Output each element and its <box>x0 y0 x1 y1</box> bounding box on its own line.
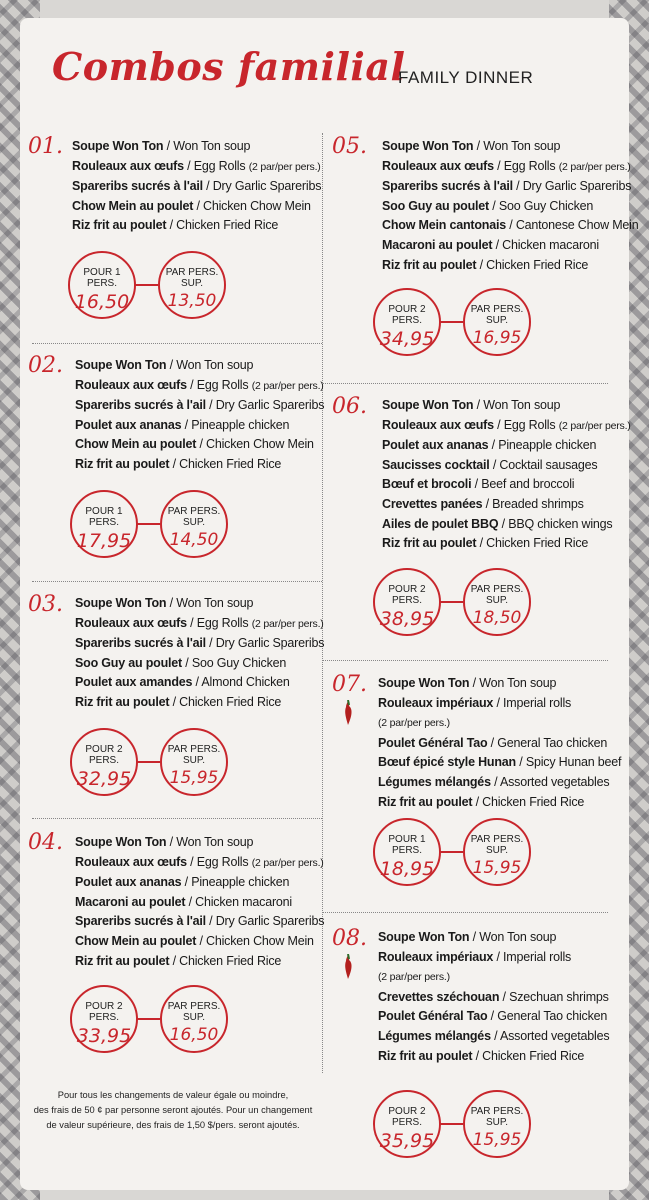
combo-number: 08. <box>332 926 367 951</box>
base-price-badge <box>70 985 138 1053</box>
base-price-value: 38,95 <box>379 608 435 630</box>
menu-item-name-en: Egg Rolls <box>196 377 249 392</box>
menu-item-name-fr: Poulet aux ananas <box>382 438 489 453</box>
page-subtitle: FAMILY DINNER <box>398 68 534 87</box>
extra-price-value: 15,95 <box>472 858 522 878</box>
base-price-label: POUR 2 PERS. <box>388 1106 426 1128</box>
combo-items <box>75 594 324 713</box>
menu-item-name-en: Pineapple chicken <box>498 438 597 453</box>
menu-item-name-en: Almond Chicken <box>201 675 290 690</box>
menu-item-name-en: Assorted vegetables <box>499 1028 610 1043</box>
menu-item-name-en: Chicken macaroni <box>195 894 292 909</box>
price-group <box>373 818 563 888</box>
menu-item-name-fr: Riz frit au poulet <box>378 794 473 809</box>
menu-item-name-en: Chicken macaroni <box>502 237 599 252</box>
base-price-label: POUR 2 PERS. <box>85 1001 123 1023</box>
menu-item-name-fr: Riz frit au poulet <box>75 456 170 471</box>
menu-item: Soo Guy au poulet / Soo Guy Chicken <box>75 655 287 670</box>
menu-item-name-en: Egg Rolls <box>503 158 556 173</box>
menu-item: Bœuf et brocoli / Beef and broccoli <box>382 477 575 492</box>
menu-item-name-en: Soo Guy Chicken <box>191 655 287 670</box>
menu-item-name-en: Breaded shrimps <box>492 496 584 511</box>
menu-item-name-en: Egg Rolls <box>196 615 249 630</box>
menu-item-note: (2 par/per pers.) <box>558 419 631 432</box>
combo-items <box>75 356 324 475</box>
price-group <box>70 490 260 560</box>
base-price-badge <box>68 251 136 319</box>
base-price-value: 32,95 <box>76 768 132 790</box>
menu-item: Légumes mélangés / Assorted vegetables <box>378 1028 610 1043</box>
menu-item: Soupe Won Ton / Won Ton soup <box>75 596 254 610</box>
title-block <box>52 44 405 89</box>
combo-number: 05. <box>332 134 367 159</box>
extra-person-price-badge <box>463 818 531 886</box>
combo-number: 07. <box>332 672 367 697</box>
menu-item: Macaroni au poulet / Chicken macaroni <box>75 894 292 909</box>
menu-item-name-en: Assorted vegetables <box>499 774 610 789</box>
extra-price-label: PAR PERS. SUP. <box>167 1001 221 1023</box>
menu-item: Riz frit au poulet / Chicken Fried Rice <box>75 953 282 968</box>
menu-item: Rouleaux aux œufs / Egg Rolls (2 par/per pers.) <box>75 377 324 392</box>
price-connector <box>136 1018 160 1020</box>
combo-items <box>378 674 621 812</box>
extra-person-price-badge <box>463 1090 531 1158</box>
menu-item-name-en: Egg Rolls <box>503 417 556 432</box>
menu-item: Rouleaux aux œufs / Egg Rolls (2 par/per pers.) <box>382 417 631 432</box>
menu-item-note: (2 par/per pers.) <box>251 379 324 392</box>
menu-item: Spareribs sucrés à l'ail / Dry Garlic Spareribs <box>382 179 632 194</box>
section-divider <box>32 818 322 819</box>
base-price-value: 33,95 <box>76 1025 132 1047</box>
price-connector <box>439 321 463 323</box>
menu-item: Riz frit au poulet / Chicken Fried Rice <box>382 536 589 551</box>
menu-item-name-en: Won Ton soup <box>483 139 561 153</box>
price-connector <box>136 761 160 763</box>
menu-item-name-fr: Poulet aux ananas <box>75 417 182 432</box>
extra-person-price-badge <box>463 288 531 356</box>
combo-items <box>75 833 324 971</box>
menu-item-note: (2 par/per pers.) <box>558 160 631 173</box>
menu-item-name-fr: Soupe Won Ton <box>75 596 167 610</box>
menu-item-name-en: Beef and broccoli <box>481 477 575 492</box>
menu-item-name-fr: Rouleaux aux œufs <box>75 854 187 869</box>
menu-item-name-fr: Soo Guy au poulet <box>382 198 490 213</box>
menu-item-name-en: Chicken Chow Mein <box>203 198 311 213</box>
menu-item-name-en: Won Ton soup <box>176 358 254 372</box>
menu-item-name-en: Chicken Fried Rice <box>179 694 282 709</box>
extra-price-label: PAR PERS. SUP. <box>470 1106 524 1128</box>
menu-item: Chow Mein au poulet / Chicken Chow Mein <box>75 437 314 452</box>
menu-item-name-en: Dry Garlic Spareribs <box>215 636 325 651</box>
menu-item <box>378 967 609 988</box>
menu-item-name-fr: Chow Mein au poulet <box>72 198 194 213</box>
extra-price-value: 14,50 <box>169 530 219 550</box>
menu-item-name-fr: Chow Mein au poulet <box>75 437 197 452</box>
menu-item-name-en: Chicken Fried Rice <box>179 456 282 471</box>
menu-item: Rouleaux aux œufs / Egg Rolls (2 par/per pers.) <box>382 158 631 173</box>
menu-item-name-fr: Spareribs sucrés à l'ail <box>382 179 513 194</box>
menu-item: Rouleaux aux œufs / Egg Rolls (2 par/per pers.) <box>75 615 324 630</box>
extra-price-label: PAR PERS. SUP. <box>167 506 221 528</box>
price-group <box>70 985 260 1055</box>
base-price-value: 34,95 <box>379 328 435 350</box>
menu-item: Riz frit au poulet / Chicken Fried Rice <box>75 456 282 471</box>
menu-item-name-en: Soo Guy Chicken <box>498 198 594 213</box>
menu-item-name-fr: Macaroni au poulet <box>75 894 186 909</box>
menu-item: Soupe Won Ton / Won Ton soup <box>382 139 561 153</box>
combo-items <box>72 137 321 236</box>
menu-item: Riz frit au poulet / Chicken Fried Rice <box>72 218 279 233</box>
menu-item-name-fr: Riz frit au poulet <box>382 536 477 551</box>
menu-item: Poulet Général Tao / General Tao chicken <box>378 735 608 750</box>
extra-person-price-badge <box>160 728 228 796</box>
menu-item: Ailes de poulet BBQ / BBQ chicken wings <box>382 516 613 531</box>
section-divider <box>32 581 322 582</box>
price-group <box>70 728 260 798</box>
menu-item-name-en: Pineapple chicken <box>191 875 290 890</box>
menu-item-name-en: Won Ton soup <box>483 398 561 412</box>
menu-item-name-fr: Soupe Won Ton <box>72 139 164 153</box>
menu-item-name-en: Pineapple chicken <box>191 417 290 432</box>
combo-number: 06. <box>332 394 367 419</box>
menu-item-name-fr: Soupe Won Ton <box>378 930 470 944</box>
menu-item-name-en: Dry Garlic Spareribs <box>215 914 325 929</box>
base-price-value: 17,95 <box>76 530 132 552</box>
menu-item: Soupe Won Ton / Won Ton soup <box>75 835 254 849</box>
menu-item-name-en: Chicken Chow Mein <box>206 437 314 452</box>
extra-price-label: PAR PERS. SUP. <box>470 834 524 856</box>
menu-item: Soo Guy au poulet / Soo Guy Chicken <box>382 198 594 213</box>
menu-item-name-fr: Soupe Won Ton <box>75 358 167 372</box>
menu-item: Poulet Général Tao / General Tao chicken <box>378 1009 608 1024</box>
menu-item-name-fr: Bœuf épicé style Hunan <box>378 755 516 770</box>
base-price-badge <box>373 1090 441 1158</box>
menu-item: Saucisses cocktail / Cocktail sausages <box>382 457 598 472</box>
combo-number: 02. <box>28 353 63 378</box>
price-group <box>373 288 563 358</box>
extra-person-price-badge <box>160 490 228 558</box>
menu-item-name-fr: Poulet aux amandes <box>75 675 193 690</box>
menu-item <box>378 713 621 734</box>
base-price-badge <box>70 490 138 558</box>
menu-item-name-en: Chicken Fried Rice <box>176 218 279 233</box>
menu-item-name-fr: Poulet Général Tao <box>378 1009 488 1024</box>
menu-item-name-en: Won Ton soup <box>176 835 254 849</box>
base-price-label: POUR 1 PERS. <box>388 834 426 856</box>
combo-number: 03. <box>28 592 63 617</box>
menu-item-name-fr: Poulet Général Tao <box>378 735 488 750</box>
section-divider <box>322 912 608 913</box>
combo-items <box>382 137 639 275</box>
menu-item: Soupe Won Ton / Won Ton soup <box>378 676 557 690</box>
menu-item-name-fr: Soupe Won Ton <box>378 676 470 690</box>
extra-price-label: PAR PERS. SUP. <box>470 304 524 326</box>
menu-item-name-fr: Riz frit au poulet <box>75 694 170 709</box>
menu-item-name-en: Egg Rolls <box>196 854 249 869</box>
chili-pepper-icon <box>342 700 354 726</box>
menu-item-name-fr: Riz frit au poulet <box>72 218 167 233</box>
price-connector <box>134 284 158 286</box>
menu-item: Poulet aux ananas / Pineapple chicken <box>75 875 290 890</box>
menu-item-name-fr: Soupe Won Ton <box>75 835 167 849</box>
menu-item: Crevettes széchouan / Szechuan shrimps <box>378 989 609 1004</box>
base-price-badge <box>373 568 441 636</box>
menu-item-name-en: Imperial rolls <box>503 695 572 710</box>
menu-item-name-fr: Rouleaux aux œufs <box>75 377 187 392</box>
menu-item-name-en: Imperial rolls <box>503 949 572 964</box>
price-connector <box>439 1123 463 1125</box>
menu-item-name-fr: Rouleaux impériaux <box>378 949 494 964</box>
menu-item: Spareribs sucrés à l'ail / Dry Garlic Spareribs <box>72 179 322 194</box>
base-price-badge <box>373 288 441 356</box>
combo-items <box>378 928 609 1066</box>
extra-price-value: 16,95 <box>472 328 522 348</box>
menu-item: Riz frit au poulet / Chicken Fried Rice <box>75 694 282 709</box>
menu-item-name-en: Won Ton soup <box>479 930 557 944</box>
menu-item-name-fr: Poulet aux ananas <box>75 875 182 890</box>
menu-item-name-fr: Macaroni au poulet <box>382 237 493 252</box>
menu-item: Spareribs sucrés à l'ail / Dry Garlic Spareribs <box>75 398 325 413</box>
menu-item-name-en: Won Ton soup <box>479 676 557 690</box>
extra-price-label: PAR PERS. SUP. <box>470 584 524 606</box>
menu-item-name-fr: Soupe Won Ton <box>382 139 474 153</box>
base-price-value: 18,95 <box>379 858 435 880</box>
price-group <box>373 568 563 638</box>
menu-item: Poulet aux ananas / Pineapple chicken <box>382 438 597 453</box>
footnote-line: Pour tous les changements de valeur égale ou moindre, <box>57 1090 289 1100</box>
menu-item: Rouleaux impériaux / Imperial rolls <box>378 949 572 964</box>
extra-price-value: 16,50 <box>169 1025 219 1045</box>
menu-item: Crevettes panées / Breaded shrimps <box>382 496 584 511</box>
price-group <box>68 251 258 321</box>
menu-item-name-fr: Légumes mélangés <box>378 1028 491 1043</box>
base-price-value: 16,50 <box>74 291 130 313</box>
menu-item-name-en: Chicken Fried Rice <box>482 1048 585 1063</box>
menu-item-name-en: Chicken Fried Rice <box>486 536 589 551</box>
base-price-value: 35,95 <box>379 1130 435 1152</box>
menu-item: Chow Mein cantonais / Cantonese Chow Mein <box>382 218 639 233</box>
menu-item-name-fr: Saucisses cocktail <box>382 457 490 472</box>
price-connector <box>439 601 463 603</box>
menu-item-name-en: Szechuan shrimps <box>509 989 609 1004</box>
extra-price-value: 13,50 <box>167 291 217 311</box>
menu-item: Soupe Won Ton / Won Ton soup <box>75 358 254 372</box>
extra-price-label: PAR PERS. SUP. <box>165 267 219 289</box>
menu-item-note: (2 par/per pers.) <box>251 856 324 869</box>
footnote <box>28 1088 318 1133</box>
menu-item-name-en: Dry Garlic Spareribs <box>212 179 322 194</box>
base-price-label: POUR 1 PERS. <box>85 506 123 528</box>
menu-item: Poulet aux ananas / Pineapple chicken <box>75 417 290 432</box>
menu-item-name-fr: Ailes de poulet BBQ <box>382 516 499 531</box>
menu-item-name-fr: Rouleaux aux œufs <box>382 158 494 173</box>
menu-item-name-fr: Riz frit au poulet <box>382 257 477 272</box>
menu-item: Soupe Won Ton / Won Ton soup <box>382 398 561 412</box>
menu-item: Rouleaux aux œufs / Egg Rolls (2 par/per pers.) <box>75 854 324 869</box>
menu-item-name-fr: Chow Mein cantonais <box>382 218 506 233</box>
base-price-label: POUR 1 PERS. <box>83 267 121 289</box>
menu-item-name-en: Won Ton soup <box>173 139 251 153</box>
menu-item-note: (2 par/per pers.) <box>378 971 450 984</box>
menu-item: Rouleaux impériaux / Imperial rolls <box>378 695 572 710</box>
menu-item-name-fr: Chow Mein au poulet <box>75 933 197 948</box>
menu-item: Riz frit au poulet / Chicken Fried Rice <box>382 257 589 272</box>
chili-pepper-icon <box>342 954 354 980</box>
menu-item-name-fr: Rouleaux impériaux <box>378 695 494 710</box>
menu-item-name-fr: Rouleaux aux œufs <box>72 158 184 173</box>
menu-item-name-fr: Riz frit au poulet <box>378 1048 473 1063</box>
menu-item: Riz frit au poulet / Chicken Fried Rice <box>378 794 585 809</box>
extra-price-value: 15,95 <box>169 768 219 788</box>
base-price-badge <box>70 728 138 796</box>
menu-item-name-en: Chicken Chow Mein <box>206 933 314 948</box>
base-price-label: POUR 2 PERS. <box>85 744 123 766</box>
page-title: Combos familial <box>52 44 406 89</box>
menu-item-name-fr: Soupe Won Ton <box>382 398 474 412</box>
menu-item-name-fr: Spareribs sucrés à l'ail <box>75 636 206 651</box>
combo-items <box>382 396 631 554</box>
menu-item-name-fr: Crevettes panées <box>382 496 483 511</box>
menu-item-name-en: Cocktail sausages <box>499 457 598 472</box>
menu-item: Légumes mélangés / Assorted vegetables <box>378 774 610 789</box>
menu-item-name-fr: Soo Guy au poulet <box>75 655 183 670</box>
base-price-label: POUR 2 PERS. <box>388 304 426 326</box>
menu-item: Rouleaux aux œufs / Egg Rolls (2 par/per pers.) <box>72 158 321 173</box>
base-price-label: POUR 2 PERS. <box>388 584 426 606</box>
menu-item-name-en: Cantonese Chow Mein <box>515 218 639 233</box>
combo-number: 04. <box>28 830 63 855</box>
menu-item-name-en: General Tao chicken <box>497 1009 608 1024</box>
menu-item-name-en: Spicy Hunan beef <box>525 755 622 770</box>
menu-item: Chow Mein au poulet / Chicken Chow Mein <box>75 933 314 948</box>
menu-item-name-fr: Crevettes széchouan <box>378 989 500 1004</box>
footnote-line: de valeur supérieure, des frais de 1,50 $/pers. seront ajoutés. <box>46 1120 300 1130</box>
section-divider <box>322 660 608 661</box>
price-connector <box>439 851 463 853</box>
base-price-badge <box>373 818 441 886</box>
extra-price-value: 15,95 <box>472 1130 522 1150</box>
menu-item-name-fr: Légumes mélangés <box>378 774 491 789</box>
menu-item-note: (2 par/per pers.) <box>248 160 321 173</box>
menu-item-name-fr: Spareribs sucrés à l'ail <box>72 179 203 194</box>
menu-item-name-fr: Riz frit au poulet <box>75 953 170 968</box>
menu-item-note: (2 par/per pers.) <box>251 617 324 630</box>
menu-item-name-en: Chicken Fried Rice <box>179 953 282 968</box>
menu-item-name-en: Won Ton soup <box>176 596 254 610</box>
menu-item-name-en: Dry Garlic Spareribs <box>215 398 325 413</box>
footnote-line: des frais de 50 ¢ par personne seront ajoutés. Pour un changement <box>33 1105 313 1115</box>
menu-item-note: (2 par/per pers.) <box>378 717 450 730</box>
menu-item: Poulet aux amandes / Almond Chicken <box>75 675 290 690</box>
menu-item-name-en: Dry Garlic Spareribs <box>522 179 632 194</box>
extra-person-price-badge <box>158 251 226 319</box>
menu-item-name-en: Egg Rolls <box>193 158 246 173</box>
menu-item-name-en: Chicken Fried Rice <box>482 794 585 809</box>
menu-item: Chow Mein au poulet / Chicken Chow Mein <box>72 198 311 213</box>
menu-item: Bœuf épicé style Hunan / Spicy Hunan beef <box>378 755 622 770</box>
menu-item-name-en: General Tao chicken <box>497 735 608 750</box>
extra-person-price-badge <box>160 985 228 1053</box>
menu-item: Macaroni au poulet / Chicken macaroni <box>382 237 599 252</box>
menu-item-name-fr: Spareribs sucrés à l'ail <box>75 398 206 413</box>
extra-price-value: 18,50 <box>472 608 522 628</box>
extra-price-label: PAR PERS. SUP. <box>167 744 221 766</box>
section-divider <box>32 343 322 344</box>
menu-item: Riz frit au poulet / Chicken Fried Rice <box>378 1048 585 1063</box>
menu-item-name-en: Chicken Fried Rice <box>486 257 589 272</box>
menu-item-name-fr: Rouleaux aux œufs <box>382 417 494 432</box>
section-divider <box>322 383 608 384</box>
menu-item: Soupe Won Ton / Won Ton soup <box>72 139 251 153</box>
menu-item-name-fr: Rouleaux aux œufs <box>75 615 187 630</box>
price-group <box>373 1090 563 1160</box>
extra-person-price-badge <box>463 568 531 636</box>
price-connector <box>136 523 160 525</box>
menu-item-name-fr: Spareribs sucrés à l'ail <box>75 914 206 929</box>
menu-item: Soupe Won Ton / Won Ton soup <box>378 930 557 944</box>
menu-item: Spareribs sucrés à l'ail / Dry Garlic Spareribs <box>75 914 325 929</box>
combo-number: 01. <box>28 134 63 159</box>
menu-item-name-en: BBQ chicken wings <box>508 516 613 531</box>
menu-item: Spareribs sucrés à l'ail / Dry Garlic Spareribs <box>75 636 325 651</box>
menu-item-name-fr: Bœuf et brocoli <box>382 477 472 492</box>
